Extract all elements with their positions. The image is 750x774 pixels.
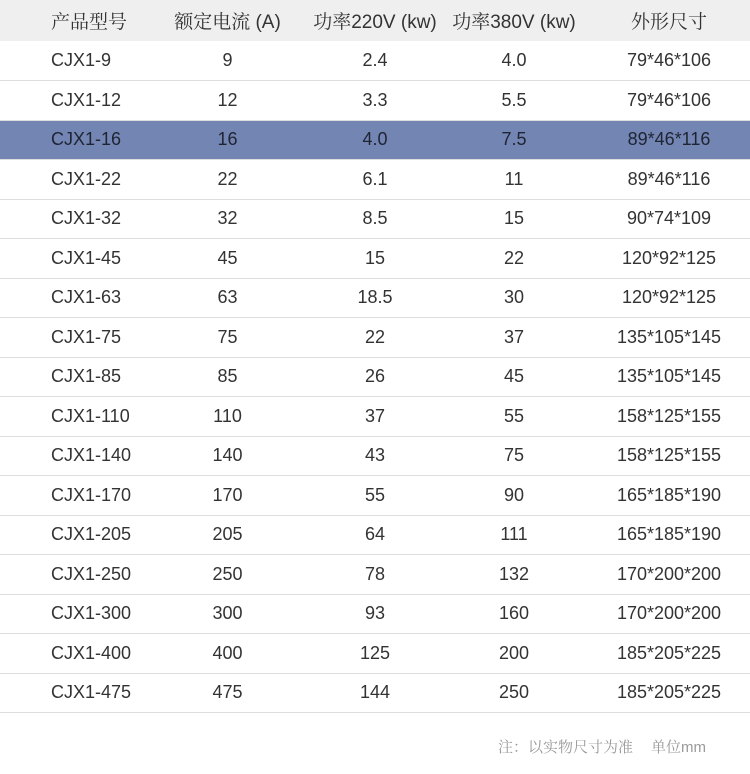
cell-power-380v: 5.5 xyxy=(501,89,527,110)
cell-dimensions: 158*125*155 xyxy=(616,405,722,426)
cell-dimensions: 89*46*116 xyxy=(627,168,711,189)
cell-dimensions: 170*200*200 xyxy=(616,603,722,624)
cell-dimensions: 170*200*200 xyxy=(616,563,722,584)
cell-power-380v: 250 xyxy=(498,682,530,703)
cell-rated-current: 32 xyxy=(217,208,238,229)
cell-power-220v: 15 xyxy=(364,247,386,268)
note-text: 注：以实物尺寸为准 xyxy=(497,739,633,756)
table-row xyxy=(0,278,750,318)
table-header xyxy=(0,0,750,41)
cell-model: CJX1-205 xyxy=(51,524,132,545)
cell-dimensions: 79*46*106 xyxy=(626,89,712,110)
cell-power-380v: 11 xyxy=(504,168,524,189)
table-row xyxy=(0,318,750,358)
cell-model: CJX1-400 xyxy=(51,642,132,663)
cell-rated-current: 75 xyxy=(217,326,238,347)
table-row xyxy=(0,239,750,279)
table-row xyxy=(0,476,750,516)
unit-text: 单位mm xyxy=(651,739,706,756)
cell-power-380v: 22 xyxy=(503,247,525,268)
cell-power-380v: 200 xyxy=(498,642,530,663)
table-row xyxy=(0,634,750,674)
table-row xyxy=(0,515,750,555)
cell-power-220v: 144 xyxy=(359,682,391,703)
table-row xyxy=(0,199,750,239)
cell-model: CJX1-475 xyxy=(51,682,132,703)
header-row xyxy=(0,0,750,41)
footer-note xyxy=(498,736,706,757)
cell-model: CJX1-45 xyxy=(51,247,122,268)
cell-power-220v: 78 xyxy=(364,563,386,584)
cell-dimensions: 135*105*145 xyxy=(616,326,722,347)
cell-power-380v: 90 xyxy=(503,484,525,505)
cell-dimensions: 89*46*116 xyxy=(627,129,711,150)
cell-power-220v: 37 xyxy=(364,405,386,426)
cell-rated-current: 400 xyxy=(212,642,243,663)
header-power-220v: 功率220V (kw) xyxy=(313,12,437,33)
cell-model: CJX1-22 xyxy=(51,168,122,189)
cell-model: CJX1-63 xyxy=(51,287,122,308)
cell-power-220v: 2.4 xyxy=(362,50,388,70)
cell-power-380v: 15 xyxy=(503,208,525,229)
cell-power-220v: 3.3 xyxy=(362,89,388,110)
cell-power-380v: 7.5 xyxy=(501,129,527,150)
cell-rated-current: 250 xyxy=(212,563,243,584)
cell-power-220v: 64 xyxy=(364,524,386,545)
header-model: 产品型号 xyxy=(51,12,128,33)
table-body xyxy=(0,41,750,713)
cell-dimensions: 79*46*106 xyxy=(626,50,712,70)
cell-dimensions: 185*205*225 xyxy=(616,642,722,663)
cell-dimensions: 90*74*109 xyxy=(626,208,712,229)
cell-rated-current: 9 xyxy=(222,50,233,70)
cell-dimensions: 120*92*125 xyxy=(621,287,717,308)
header-rated-current: 额定电流 (A) xyxy=(174,12,281,33)
cell-rated-current: 110 xyxy=(213,405,242,426)
cell-rated-current: 140 xyxy=(212,445,243,466)
cell-power-220v: 43 xyxy=(364,445,386,466)
cell-model: CJX1-110 xyxy=(51,405,130,426)
cell-rated-current: 63 xyxy=(217,287,238,308)
cell-power-220v: 6.1 xyxy=(362,168,388,189)
cell-power-380v: 30 xyxy=(503,287,525,308)
cell-dimensions: 165*185*190 xyxy=(616,484,722,505)
cell-rated-current: 12 xyxy=(217,89,238,110)
table-row xyxy=(0,594,750,634)
cell-dimensions: 120*92*125 xyxy=(621,247,717,268)
cell-power-380v: 55 xyxy=(503,405,525,426)
table-row xyxy=(0,120,750,160)
header-dimensions: 外形尺寸 xyxy=(630,12,707,33)
cell-power-380v: 75 xyxy=(503,445,525,466)
table-row xyxy=(0,397,750,437)
cell-dimensions: 165*185*190 xyxy=(616,524,722,545)
table-row xyxy=(0,357,750,397)
cell-rated-current: 16 xyxy=(217,129,238,150)
cell-model: CJX1-9 xyxy=(51,50,112,70)
cell-model: CJX1-140 xyxy=(51,445,132,466)
table-row xyxy=(0,555,750,595)
cell-power-380v: 45 xyxy=(503,366,525,387)
header-power-380v: 功率380V (kw) xyxy=(452,12,576,33)
cell-power-220v: 4.0 xyxy=(362,129,388,150)
cell-model: CJX1-75 xyxy=(51,326,122,347)
cell-power-220v: 26 xyxy=(364,366,386,387)
cell-rated-current: 205 xyxy=(212,524,243,545)
cell-dimensions: 135*105*145 xyxy=(616,366,722,387)
cell-model: CJX1-32 xyxy=(51,208,122,229)
cell-power-220v: 125 xyxy=(359,642,391,663)
cell-power-220v: 22 xyxy=(364,326,386,347)
cell-dimensions: 185*205*225 xyxy=(616,682,722,703)
table-row xyxy=(0,41,750,81)
cell-model: CJX1-16 xyxy=(51,129,122,150)
cell-power-220v: 18.5 xyxy=(357,287,393,308)
cell-power-380v: 37 xyxy=(503,326,525,347)
cell-model: CJX1-170 xyxy=(51,484,132,505)
cell-power-220v: 93 xyxy=(364,603,386,624)
table-row xyxy=(0,81,750,121)
cell-rated-current: 22 xyxy=(217,168,238,189)
cell-rated-current: 85 xyxy=(217,366,238,387)
table-row xyxy=(0,160,750,200)
cell-power-380v: 111 xyxy=(500,524,528,545)
cell-model: CJX1-12 xyxy=(51,89,122,110)
cell-rated-current: 45 xyxy=(217,247,238,268)
cell-model: CJX1-85 xyxy=(51,366,122,387)
cell-power-380v: 4.0 xyxy=(501,50,527,70)
cell-model: CJX1-300 xyxy=(51,603,132,624)
cell-dimensions: 158*125*155 xyxy=(616,445,722,466)
cell-model: CJX1-250 xyxy=(51,563,132,584)
cell-power-220v: 8.5 xyxy=(362,208,388,229)
cell-power-220v: 55 xyxy=(364,484,386,505)
table-row xyxy=(0,436,750,476)
cell-rated-current: 475 xyxy=(212,682,243,703)
cell-power-380v: 132 xyxy=(498,563,530,584)
cell-rated-current: 300 xyxy=(212,603,243,624)
cell-rated-current: 170 xyxy=(212,484,243,505)
table-row xyxy=(0,673,750,713)
cell-power-380v: 160 xyxy=(498,603,530,624)
